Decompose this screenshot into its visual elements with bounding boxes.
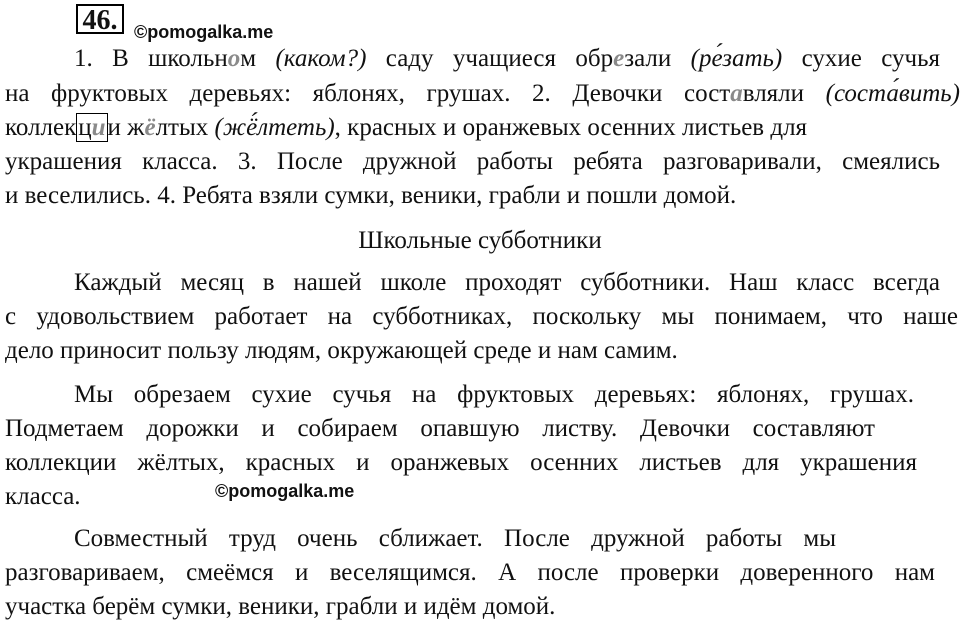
essay-p3-line-3: участка берём сумки, веники, грабли и идём домой. [5, 593, 556, 620]
task-line-5: и веселились. 4. Ребята взяли сумки, веники, грабли и пошли домой. [5, 182, 737, 209]
essay-p3-line-1: Совместный труд очень сближает. После дружной работы мы [74, 525, 836, 552]
essay-p1-line-2: с удовольствием работает на субботниках, поскольку мы понимаем, что наше [5, 303, 958, 330]
essay-p3-line-2: разговариваем, смеёмся и веселящимся. А после проверки доверенного нам [5, 559, 935, 586]
task-line-2: на фруктовых деревьях: яблонях, грушах. 2. Девочки составляли (соста́вить) [5, 80, 960, 107]
essay-p2-line-4: класса. [5, 483, 81, 510]
task-line-4: украшения класса. 3. После дружной работы ребята разговаривали, смеялись [5, 148, 940, 175]
essay-p2-line-2: Подметаем дорожки и собираем опавшую листву. Девочки составляют [5, 415, 875, 442]
essay-p1-line-1: Каждый месяц в нашей школе проходят субботники. Наш класс всегда [74, 269, 940, 296]
essay-p2-line-1: Мы обрезаем сухие сучья на фруктовых деревьях: яблонях, грушах. [74, 381, 914, 408]
watermark-top: ©pomogalka.me [134, 22, 274, 42]
task-line-1: 1. В школьном (каком?) саду учащиеся обрезали (ре́зать) сухие сучья [74, 45, 941, 72]
essay-title: Школьные субботники [358, 227, 602, 254]
watermark-middle: ©pomogalka.me [215, 481, 355, 501]
exercise-number: 46. [76, 4, 124, 34]
essay-p1-line-3: дело приносит пользу людям, окружающей среде и нам самим. [5, 337, 678, 364]
task-line-3: коллекции жёлтых (жё́лтеть), красных и оранжевых осенних листьев для [5, 114, 808, 141]
essay-p2-line-3: коллекции жёлтых, красных и оранжевых осенних листьев для украшения [5, 449, 917, 476]
